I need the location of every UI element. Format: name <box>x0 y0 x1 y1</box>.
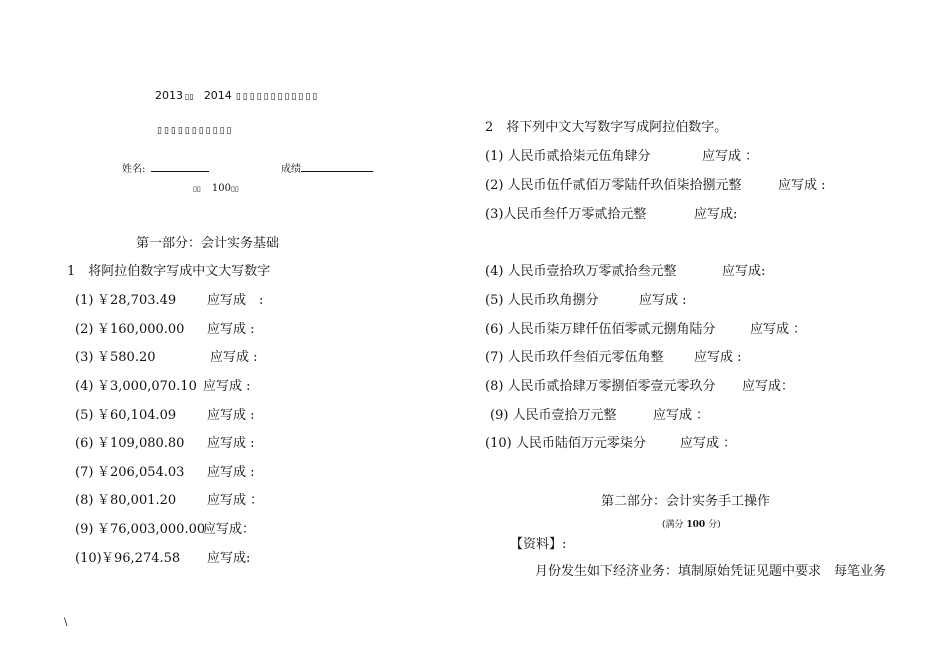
question1-item <box>75 489 263 508</box>
item-number: (9) <box>75 522 94 537</box>
full-score-value: 100 <box>211 183 231 194</box>
name-field <box>122 159 209 175</box>
question2-item <box>485 145 758 164</box>
item-answer-prompt: 应写成 : <box>639 293 687 308</box>
item-number: (10) <box>75 551 102 566</box>
item-chinese-amount: (8) 人民币贰拾肆万零捌佰零壹元零玖分 <box>485 379 716 394</box>
part2-score-value: 100 <box>686 520 706 530</box>
item-answer-prompt: 应写成 : <box>207 293 264 308</box>
question1-item <box>75 318 255 337</box>
question1-item <box>75 518 255 537</box>
score-field <box>281 159 373 175</box>
question2-item <box>485 289 687 308</box>
materials-label: 【资料】: <box>510 537 567 552</box>
item-answer-prompt: 应写成 ： <box>207 493 264 508</box>
item-answer-prompt: 应写成 : <box>207 436 255 451</box>
document-title <box>155 89 319 102</box>
item-amount: ￥28,703.49 <box>97 293 177 308</box>
item-answer-prompt: 应写成 : <box>210 350 258 365</box>
question1-item <box>75 289 263 308</box>
item-answer-prompt: 应写成 : <box>778 178 826 193</box>
footer-mark: \ <box>64 617 68 628</box>
score-blank-line <box>301 159 373 172</box>
question1-item <box>75 547 250 566</box>
question1-item <box>75 404 255 423</box>
item-answer-prompt: 应写成: <box>694 207 738 222</box>
full-score-post: ▯▯ <box>231 185 239 193</box>
question1-title: 1 将阿拉伯数字写成中文大写数字 <box>67 264 271 279</box>
question2-item <box>490 404 709 423</box>
item-amount: ￥160,000.00 <box>97 322 185 337</box>
title-mark-1: ▯▯ <box>185 92 194 101</box>
title-rest: ▯▯▯▯▯▯▯▯▯▯▯▯ <box>235 92 320 102</box>
item-answer-prompt: 应写成 : <box>207 322 255 337</box>
part2-title: 第二部分：会计实务手工操作 <box>601 494 771 509</box>
item-answer-prompt: 应写成 ： <box>750 322 807 337</box>
item-chinese-amount: (4) 人民币壹拾玖万零贰拾叁元整 <box>485 264 677 279</box>
question1-item <box>75 346 258 365</box>
item-chinese-amount: (6) 人民币柒万肆仟伍佰零贰元捌角陆分 <box>485 322 716 337</box>
part2-score-pre: (满分 <box>662 520 684 530</box>
item-answer-prompt: 应写成 : <box>207 465 255 480</box>
question2-item <box>485 375 794 394</box>
part1-title: 第一部分：会计实务基础 <box>136 236 280 251</box>
item-number: (3) <box>75 350 94 365</box>
item-number: (7) <box>75 465 94 480</box>
item-number: (4) <box>75 379 94 394</box>
item-number: (1) <box>75 293 94 308</box>
item-answer-prompt: 应写成 : <box>694 350 742 365</box>
question2-item <box>485 260 765 279</box>
item-amount: ￥76,003,000.00 <box>97 522 206 537</box>
score-label: 成绩 <box>281 164 301 175</box>
item-answer-prompt: 应写成 ： <box>702 149 759 164</box>
question1-item <box>75 375 251 394</box>
title-year-1: 2013 <box>155 89 183 102</box>
item-answer-prompt: 应写成 : <box>207 408 255 423</box>
item-answer-prompt: 应写成: <box>207 551 251 566</box>
question2-item <box>485 346 742 365</box>
item-amount: ￥206,054.03 <box>97 465 185 480</box>
part2-score-note <box>662 517 721 530</box>
question2-item <box>485 318 806 337</box>
name-label: 姓名: <box>122 164 146 175</box>
item-chinese-amount: (5) 人民币玖角捌分 <box>485 293 599 308</box>
full-score-note <box>193 183 239 194</box>
item-answer-prompt: 应写成 ： <box>653 408 710 423</box>
item-chinese-amount: (7) 人民币玖仟叁佰元零伍角整 <box>485 350 664 365</box>
item-amount: ￥109,080.80 <box>97 436 185 451</box>
item-chinese-amount: (3)人民币叁仟万零贰拾元整 <box>485 207 647 222</box>
item-amount: ￥96,274.58 <box>101 551 181 566</box>
item-amount: ￥80,001.20 <box>97 493 177 508</box>
question2-item <box>485 174 826 193</box>
item-amount: ￥3,000,070.10 <box>97 379 197 394</box>
part2-score-post: 分) <box>708 520 721 530</box>
item-answer-prompt: 应写成： <box>742 379 795 394</box>
item-answer-prompt: 应写成 ： <box>680 436 737 451</box>
item-number: (8) <box>75 493 94 508</box>
question2-item <box>485 432 736 451</box>
item-answer-prompt: 应写成: <box>722 264 766 279</box>
item-chinese-amount: (2) 人民币伍仟贰佰万零陆仟玖佰柒拾捌元整 <box>485 178 742 193</box>
full-score-pre: ▯▯ <box>193 185 201 193</box>
name-blank-line <box>151 159 209 172</box>
document-subtitle: ▯▯▯▯▯▯▯▯▯▯▯ <box>157 126 234 136</box>
item-chinese-amount: (9) 人民币壹拾万元整 <box>490 408 617 423</box>
item-number: (2) <box>75 322 94 337</box>
item-amount: ￥580.20 <box>97 350 156 365</box>
item-number: (5) <box>75 408 94 423</box>
item-number: (6) <box>75 436 94 451</box>
question2-item <box>485 203 737 222</box>
question1-item <box>75 461 255 480</box>
title-year-2: 2014 <box>203 89 232 102</box>
item-amount: ￥60,104.09 <box>97 408 177 423</box>
item-answer-prompt: 应写成 : <box>203 379 251 394</box>
question2-title: 2 将下列中文大写数字写成阿拉伯数字。 <box>485 120 728 135</box>
question1-item <box>75 432 255 451</box>
materials-intro: 月份发生如下经济业务：填制原始凭证见题中要求 每笔业务 <box>535 564 887 579</box>
item-chinese-amount: (10) 人民币陆佰万元零柒分 <box>485 436 646 451</box>
item-chinese-amount: (1) 人民币贰拾柒元伍角肆分 <box>485 149 651 164</box>
item-answer-prompt: 应写成： <box>203 522 256 537</box>
